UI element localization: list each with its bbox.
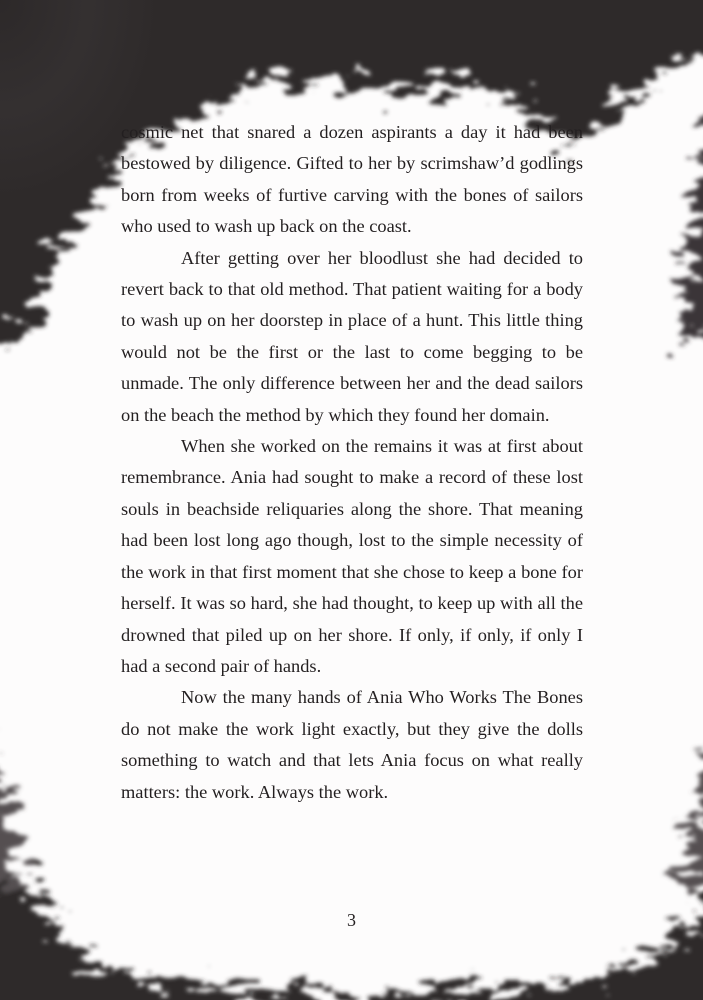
body-text (121, 117, 583, 808)
page-number: 3 (347, 910, 356, 930)
paragraph: After getting over her bloodlust she had decided to revert back to that old method. That patient waiting for a body to wash up on her doorstep in place of a hunt. This little thing would not be the first or the last to come begging to be unmade. The only difference between her and the dead sailors on the beach the method by which they found her domain. (121, 247, 583, 425)
paragraph: When she worked on the remains it was at first about remembrance. Ania had sought to make a record of these lost souls in beachside reliquaries along the shore. That meaning had been lost long ago though, lost to the simple necessity of the work in that first moment that she chose to keep a bone for herself. It was so hard, she had thought, to keep up with all the drowned that piled up on her shore. If only, if only, if only I had a second pair of hands. (121, 436, 583, 676)
paragraph: Now the many hands of Ania Who Works The Bones do not make the work light exactly, but they give the dolls something to watch and that lets Ania focus on what really matters: the work. Always the work. (121, 687, 583, 802)
paragraph: cosmic net that snared a dozen aspirants a day it had been bestowed by diligence. Gifted to her by scrimshaw’d godlings born from weeks of furtive carving with the bones of sailors who used to wash up back on the coast. (121, 122, 583, 237)
